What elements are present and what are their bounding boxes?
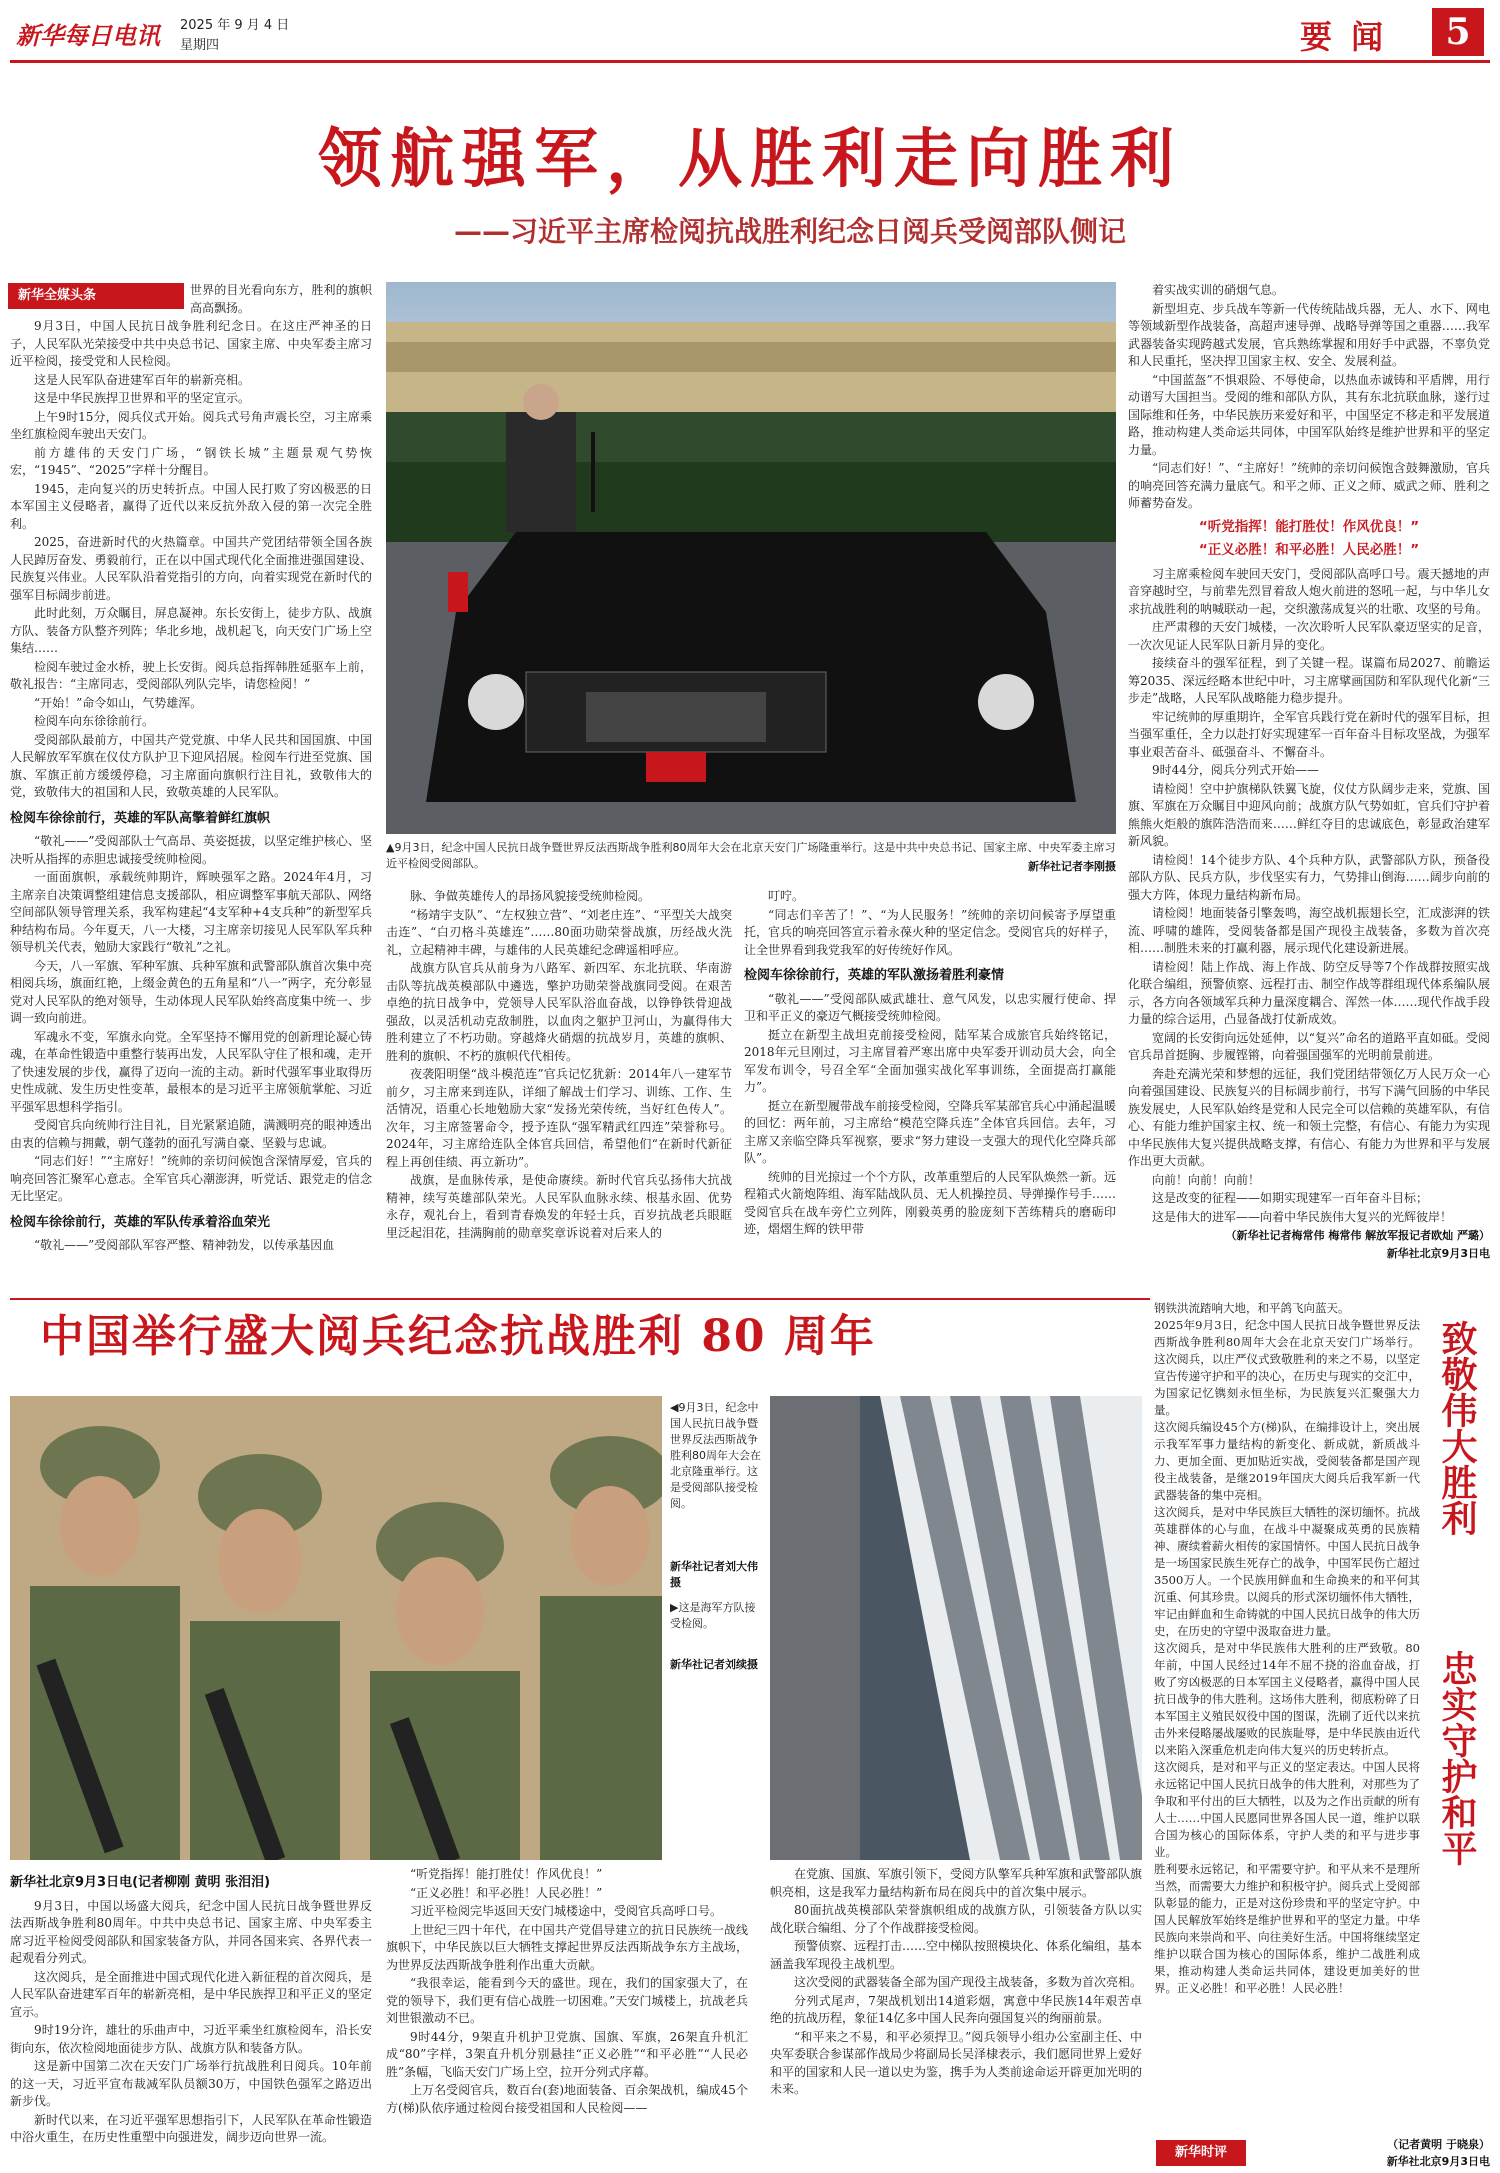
article1-subtitle: ——习近平主席检阅抗战胜利纪念日阅兵受阅部队侧记: [453, 215, 1126, 248]
paragraph: 9时44分，9架直升机护卫党旗、国旗、军旗，26架直升机汇成“80”字样，3架直升机分别悬挂“正义必胜”“和平必胜”“人民必胜”条幅，飞临天安门广场上空，拉开分列式序幕。: [386, 2029, 748, 2079]
paragraph: “敬礼——”受阅部队军容严整、精神勃发，以传承基因血: [34, 1238, 335, 1252]
paragraph: 叮咛。: [768, 889, 805, 903]
paragraph: 前方雄伟的天安门广场，“钢铁长城”主题景观气势恢宏，“1945”、“2025”字样十分醒目。: [10, 445, 372, 477]
paragraph: 今天，八一军旗、军种军旗、兵种军旗和武警部队旗首次集中亮相阅兵场，旗面红艳，上缀金黄色的五角星和“八一”两字，充分彰显党对人民军队的绝对领导，生动体现人民军队始终高度集中统一、步调一致向前进。: [10, 958, 372, 1025]
slogan-quote: “听党指挥！能打胜仗！作风优良！”: [1198, 518, 1420, 535]
badge-text: 新华全媒头条: [18, 288, 97, 303]
paragraph: 这次阅兵编设45个方(梯)队，在编排设计上，突出展示我军军事力量结构的新变化、新成就，新质战斗力、更加全面、更加贴近实战，受阅装备都是国产现役主战装备，是继2019年国庆大阅兵后我军新一代武器装备的集中亮相。: [1154, 1420, 1420, 1502]
paragraph: 一面面旗帜，承载统帅期许，辉映强军之路。2024年4月，习主席亲自决策调整组建信息支援部队，相应调整军事航天部队、网络空间部队领导管理关系，我军构建起“4支军种+4支兵种”的新型军兵种结构布局。今年夏天，八一大楼，习主席亲切接见人民军队军兵种领导机关代表，勉励大家践行“敬礼”之礼。: [10, 870, 372, 954]
commentary-badge-text: 新华时评: [1174, 2145, 1227, 2160]
paragraph: 统帅的目光掠过一个个方队，改革重塑后的人民军队焕然一新。远程箱式火箭炮阵组、海军陆战队员、无人机操控员、导弹操作号手……受阅官兵在战车旁伫立列阵，刚毅英勇的脸庞刻下苦练精兵的磨砺印迹，熠熠生辉的铁甲带: [744, 1169, 1116, 1236]
main-photo: [386, 282, 1116, 834]
article3-body: [1154, 1300, 1420, 2136]
paragraph: 宽阔的长安街向远处延伸，以“复兴”命名的道路平直如砥。受阅官兵昂首挺胸、步履铿锵，向着强国强军的光明前景前进。: [1128, 1030, 1490, 1062]
paragraph: 这是中华民族捍卫世界和平的坚定宣示。: [34, 391, 251, 405]
paragraph: 9时44分，阅兵分列式开始——: [1152, 763, 1319, 777]
paragraph: 9月3日，中国人民抗日战争胜利纪念日。在这庄严神圣的日子，人民军队光荣接受中共中央总书记、国家主席、中央军委主席习近平检阅，接受党和人民检阅。: [10, 319, 372, 368]
paragraph: 受阅官兵向统帅行注目礼，目光紧紧追随，满溅明亮的眼神透出由衷的信赖与拥戴，朝气蓬勃的面孔写满自豪、坚毅与忠诚。: [10, 1118, 372, 1150]
paragraph: “敬礼——”受阅部队威武雄壮、意气风发，以忠实履行使命、捍卫和平正义的豪迈气概接受统帅检阅。: [744, 991, 1116, 1023]
paragraph: 检阅车驶过金水桥，驶上长安街。阅兵总指挥韩胜延驱车上前，敬礼报告：“主席同志，受阅部队列队完毕，请您检阅！”: [10, 659, 372, 691]
article2-col3-body: [770, 1866, 1142, 2099]
paragraph: 请检阅！地面装备引擎轰鸣，海空战机振翅长空，汇成澎湃的铁流、呼啸的雄阵，受阅装备都是国产现役主战装备，多数为首次亮相……制胜未来的打赢利器，展示现代化建设新进展。: [1128, 906, 1490, 955]
main-photo-caption: ▲9月3日，纪念中国人民抗日战争暨世界反法西斯战争胜利80周年大会在北京天安门广场隆重举行。这是中共中央总书记、国家主席、中央军委主席习近平检阅受阅部队。: [386, 841, 1116, 870]
section-heading: 检阅车徐徐前行，英雄的军队高擎着鲜红旗帜: [10, 810, 271, 826]
masthead-weekday: 星期四: [180, 38, 220, 53]
paragraph: 庄严肃穆的天安门城楼，一次次聆听人民军队豪迈坚实的足音，一次次见证人民军队日新月异的变化。: [1128, 620, 1490, 652]
paragraph: 上世纪三四十年代，在中国共产党倡导建立的抗日民族统一战线旗帜下，中华民族以巨大牺牲支撑起世界反法西斯战争东方主战场，为世界反法西斯战争胜利作出重大贡献。: [386, 1922, 748, 1972]
masthead-logo: 新华每日电讯: [16, 21, 160, 50]
masthead-rule: [10, 60, 1490, 63]
paragraph: 世界的目光看向东方，胜利的旗帜高高飘扬。: [190, 283, 372, 315]
paragraph: 奔赴充满光荣和梦想的远征，我们党团结带领亿万人民万众一心向着强国建设、民族复兴的目标阔步前行，书写下满气回肠的中华民族发展史，人民军队始终是党和人民完全可以信赖的英雄军队，有信心、有能力维护国家主权、统一和领土完整，有信心、有能力为实现中华民族伟大复兴提供战略支撑，有信心、有能力为世界和平与发展作出更大贡献。: [1128, 1066, 1490, 1168]
article2-title: 中国举行盛大阅兵纪念抗战胜利 80 周年: [40, 1311, 876, 1362]
article1-col2: [386, 888, 732, 1292]
article3-dateline: 新华社北京9月3日电: [1386, 2155, 1490, 2168]
paragraph: 1945，走向复兴的历史转折点。中国人民打败了穷凶极恶的日本军国主义侵略者，赢得了近代以来反抗外敌入侵的第一次完全胜利。: [10, 481, 372, 531]
paragraph: 新型坦克、步兵战车等新一代传统陆战兵器，无人、水下、网电等领域新型作战装备，高超声速导弹、战略导弹等国之重器……我军武器装备实现跨越式发展，官兵熟练掌握和用好手中武器，不辜负党和人民重托，坚决捍卫国家主权、安全、发展利益。: [1128, 301, 1490, 368]
paragraph: 请检阅！陆上作战、海上作战、防空反导等7个作战群按照实战化联合编组，预警侦察、远程打击、制空作战等群组现代体系编队展示，各方向各领域军兵种力量深度耦合、浑然一体……现代作战手段力量的综合运用，凸显备战打仗新成效。: [1128, 959, 1490, 1026]
paragraph: “敬礼——”受阅部队士气高昂、英姿挺拔，以坚定维护核心、坚决听从指挥的赤胆忠诚接受统帅检阅。: [10, 834, 372, 866]
article2-dateline: 新华社北京9月3日电(记者柳刚 黄明 张泪泪): [10, 1875, 271, 1890]
paragraph: “正义必胜！和平必胜！人民必胜！”: [410, 1885, 603, 1900]
paragraph: “同志们辛苦了！”、“为人民服务！”统帅的亲切问候寄予厚望重托，官兵的响亮回答宣示着永葆火种的坚定信念。受阅官兵的好样子，让全世界看到我党我军的好传统好作风。: [744, 907, 1116, 957]
paragraph: 受阅部队最前方，中国共产党党旗、中华人民共和国国旗、中国人民解放军军旗在仪仗方队护卫下迎风招展。检阅车行进至党旗、国旗、军旗正前方缓缓停稳，习主席面向旗帜行注目礼，致敬伟大的党，致敬伟大的祖国和人民，致敬英雄的人民军队。: [10, 732, 372, 799]
article1-col4-body: [1128, 282, 1490, 1262]
soldiers-photo-caption: ◀9月3日，纪念中国人民抗日战争暨世界反法西斯战争胜利80周年大会在北京隆重举行。这是受阅部队接受检阅。: [670, 1401, 761, 1510]
paragraph: “我很幸运，能看到今天的盛世。现在，我们的国家强大了，在党的领导下，我们更有信心战胜一切困难。”天安门城楼上，抗战老兵刘世银激动不已。: [386, 1976, 748, 2025]
paragraph: “开始！”命令如山，气势雄浑。: [34, 695, 203, 710]
paragraph: 这次阅兵，是对和平与正义的坚定表达。中国人民将永远铭记中国人民抗日战争的伟大胜利，对那些为了争取和平付出的巨大牺牲，以及为之作出贡献的所有人士……中国人民愿同世界各国人民一道，维护以联合国为核心的国际体系，守护人类的和平与进步事业。: [1154, 1760, 1420, 1859]
paragraph: 9时19分许，雄壮的乐曲声中，习近平乘坐红旗检阅车，沿长安街向东，依次检阅地面徒步方队、战旗方队和装备方队。: [10, 2023, 372, 2055]
paragraph: 牢记统帅的厚重期许，全军官兵践行党在新时代的强军目标，担当强军重任，全力以赴打好实现建军一百年奋斗目标攻坚战，为强军事业艰苦奋斗、砥强奋斗、不懈奋斗。: [1128, 709, 1490, 759]
main-photo-credit: 新华社记者李刚摄: [1028, 860, 1116, 873]
article1-byline: （新华社记者梅常伟 梅常伟 解放军报记者欧灿 严璐）: [1225, 1229, 1490, 1242]
article1-dateline: 新华社北京9月3日电: [1386, 1246, 1490, 1260]
masthead-date: 2025 年 9 月 4 日: [180, 18, 290, 33]
paragraph: 在党旗、国旗、军旗引领下，受阅方队擎军兵种军旗和武警部队旗帜亮相，这是我军力量结构新布局在阅兵中的首次集中展示。: [770, 1867, 1142, 1899]
article2-col3: [770, 1866, 1142, 2166]
paragraph: 请检阅！空中护旗梯队铁翼飞旋，仪仗方队阔步走来，党旗、国旗、军旗在万众瞩目中迎风向前；战旗方队气势如虹，官兵们守护着熊熊火炬般的旗阵浩浩而来……鲜红夺目的忠诚底色，彰显政治建军新风貌。: [1128, 781, 1490, 848]
masthead: [0, 0, 1500, 64]
paragraph: 着实战实训的硝烟气息。: [1152, 283, 1285, 297]
paragraph: 脉、争做英雄传人的昂扬风貌接受统帅检阅。: [410, 889, 651, 903]
paragraph: 这次阅兵，是对中华民族伟大胜利的庄严致敬。80年前，中国人民经过14年不屈不挠的浴血奋战，打败了穷凶极恶的日本军国主义侵略者，赢得中国人民抗日战争的伟大胜利。这场伟大胜利，彻底粉碎了日本军国主义殖民奴役中国的图谋，洗刷了近代以来抗击外来侵略屡战屡败的民族耻辱，是中华民族由近代以来陷入深重危机走向伟大复兴的历史转折点。: [1154, 1641, 1420, 1757]
paragraph: 这是改变的征程——如期实现建军一百年奋斗目标；: [1152, 1191, 1429, 1205]
paragraph: 接续奋斗的强军征程，到了关键一程。谋篇布局2027、前瞻运筹2035、深远经略本世纪中叶，习主席擘画国防和军队现代化新“三步走”战略，人民军队战略能力稳步提升。: [1128, 656, 1490, 705]
article1-col1: [10, 282, 372, 1282]
paragraph: 分列式尾声，7架战机划出14道彩烟，寓意中华民族14年艰苦卓绝的抗战历程，象征14亿多中国人民奔向强国复兴的绚丽前景。: [770, 1993, 1142, 2025]
section-label: 要 闻: [1300, 18, 1388, 56]
xinhua-commentary-badge: [1156, 2140, 1246, 2166]
paragraph: 挺立在新型主战坦克前接受检阅，陆军某合成旅官兵始终铭记，2018年元旦刚过，习主席冒着严寒出席中央军委开训动员大会，向全军发布训令，号召全军“全面加强实战化军事训练，全面提高打赢能力”。: [744, 1027, 1116, 1094]
article1-col1-body: [10, 282, 372, 1255]
article2-col1: [10, 1866, 372, 2166]
paragraph: 上万名受阅官兵，数百台(套)地面装备、百余架战机，编成45个方(梯)队依序通过检阅台接受祖国和人民检阅——: [386, 2083, 748, 2115]
paragraph: 这次阅兵，是全面推进中国式现代化进入新征程的首次阅兵，是人民军队奋进建军百年的崭新亮相，是中华民族捍卫和平正义的坚定宣示。: [10, 1969, 372, 2019]
paragraph: “杨靖宇支队”、“左权独立营”、“刘老庄连”、“平型关大战突击连”、“白刃格斗英雄连”……80面功勋荣誉战旗，历经战火洗礼，立起精神丰碑，与雄伟的人民英雄纪念碑遥相呼应。: [386, 907, 732, 957]
navy-photo-caption: ▶这是海军方队接受检阅。: [670, 1601, 756, 1630]
navy-photo: [770, 1396, 1142, 1860]
paragraph: 这是伟大的进军——向着中华民族伟大复兴的光辉彼岸！: [1152, 1209, 1453, 1224]
article3-title-a: 致敬伟大胜利: [1436, 1320, 1478, 1536]
navy-photo-image: [770, 1396, 1142, 1860]
navy-photo-credit: 新华社记者刘续摄: [670, 1658, 758, 1671]
soldiers-photo-image: [10, 1396, 662, 1860]
paragraph: 预警侦察、远程打击……空中梯队按照模块化、体系化编组，基本涵盖我军现役主战机型。: [770, 1939, 1142, 1971]
section-heading: 检阅车徐徐前行，英雄的军队激扬着胜利豪情: [744, 968, 1005, 983]
paragraph: 检阅车向东徐徐前行。: [34, 714, 155, 728]
paragraph: 战旗方队官兵从前身为八路军、新四军、东北抗联、华南游击队等抗战英模部队中遴选，擎护功勋荣誉战旗同受阅。在艰苦卓绝的抗日战争中，党领导人民军队浴血奋战，以铮铮铁骨迎战强敌，以灵活机动克敌制胜，以血肉之躯护卫河山，为赢得伟大胜利建立了不朽功勋。穿越烽火硝烟的抗战岁月，英雄的旗帜、胜利的旗帜、不朽的旗帜代代相传。: [386, 961, 732, 1063]
section-heading: 检阅车徐徐前行，英雄的军队传承着浴血荣光: [10, 1214, 271, 1230]
paragraph: 钢铁洪流踏响大地，和平鸽飞向蓝天。: [1154, 1301, 1350, 1315]
article2-col2-body: [386, 1866, 748, 2117]
paragraph: 此时此刻，万众瞩目，屏息凝神。东长安街上，徒步方队、战旗方队、装备方队整齐列阵；华北乡地，战机起飞，向天安门广场上空集结……: [10, 606, 372, 655]
article2-col1-body: [10, 1874, 372, 2147]
paragraph: 军魂永不变，军旗永向党。全军坚持不懈用党的创新理论凝心铸魂，在革命性锻造中重整行装再出发，人民军队守住了根和魂，走开了快速发展的步伐，赢得了迈向一流的主动。新时代强军事业取得历史性成就、发生历史性变革，最根本的是习近平主席领航掌舵、习近平强军思想科学指引。: [10, 1029, 372, 1114]
paragraph: 习主席乘检阅车驶回天安门，受阅部队高呼口号。震天撼地的声音穿越时空，与前辈先烈冒着敌人炮火前进的怒吼一起，与中华儿女求抗战胜利的呐喊联动一起，交织激荡成复兴的壮歌、攻坚的号角。: [1128, 566, 1490, 616]
paragraph: 战旗，是血脉传承，是使命赓续。新时代官兵弘扬伟大抗战精神，续写英雄部队荣光。人民军队血脉永续、根基永固、优势永存，观礼台上，看到青春焕发的年轻士兵，百岁抗战老兵眼眶里泛起泪花，挂满胸前的勋章奖章诉说着对后来人的: [386, 1173, 732, 1240]
article1-col2-body: [386, 888, 732, 1242]
slogan-quote: “正义必胜！和平必胜！人民必胜！”: [1198, 542, 1420, 558]
paragraph: 习近平检阅完毕返回天安门城楼途中，受阅官兵高呼口号。: [410, 1904, 723, 1918]
soldiers-photo-credit: 新华社记者刘大伟摄: [670, 1560, 758, 1589]
article3-paragraphs: [1154, 1300, 1420, 1997]
article1-col3: [744, 888, 1116, 1292]
paragraph: 80面抗战英模部队荣誉旗帜组成的战旗方队，引领装备方队以实战化联合编组、分了个作战群接受检阅。: [770, 1903, 1142, 1935]
article2-col2: [386, 1866, 748, 2166]
paragraph: 挺立在新型履带战车前接受检阅，空降兵军某部官兵心中涌起温暖的回忆：两年前，习主席给“模范空降兵连”全体官兵回信。去年，习主席又亲临空降兵军视察，要求“努力建设一支强大的现代化空降兵部队”。: [744, 1098, 1116, 1165]
lead-wrap: [10, 282, 372, 317]
paragraph: “和平来之不易，和平必须捍卫。”阅兵领导小组办公室副主任、中央军委联合参谋部作战局少将副局长吴泽棣表示，我们愿同世界上爱好和平的国家和人民一道以史为鉴，携手为人类前途命运开辟更加光明的未来。: [770, 2029, 1142, 2096]
paragraph: 夜袭阳明堡“战斗模范连”官兵记忆犹新：2014年八一建军节前夕，习主席来到连队，详细了解战士们学习、训练、工作、生活情况，语重心长地勉励大家“发扬光荣传统，当好红色传人”。次年，习主席签署命令，授予连队“强军精武红四连”荣誉称号。2024年，习主席给连队全体官兵回信，希望他们“在新时代新征程上再创佳绩、再立新功”。: [386, 1067, 732, 1169]
article1-col3-body: [744, 888, 1116, 1239]
paragraph: “同志们好！”“主席好！”统帅的亲切问候饱含深情厚爱，官兵的响亮回答汇聚军心意志。全军官兵心潮澎湃，听党话、跟党走的信念无比坚定。: [10, 1154, 372, 1203]
paragraph: 2025，奋进新时代的火热篇章。中国共产党团结带领全国各族人民踔厉奋发、勇毅前行，正在以中国式现代化全面推进强国建设、民族复兴伟业。人民军队沿着党指引的方向，向着实现党在新时代的强军目标阔步前进。: [10, 535, 372, 602]
paragraph: 这次阅兵，是对中华民族巨大牺牲的深切缅怀。抗战英雄群体的心与血，在战斗中凝聚成英勇的民族精神、赓续着薪火相传的家国情怀。中国人民抗日战争是一场国家民族生死存亡的战争，中国军民伤亡超过3500万人。一个民族用鲜血和生命换来的和平何其沉重、何其珍贵。以阅兵的形式深切缅怀伟大牺牲，牢记由鲜血和生命铸就的中国人民抗日战争的伟大历史，在历史的守望中汲取奋进力量。: [1154, 1505, 1420, 1638]
paragraph: 胜利要永远铭记，和平需要守护。和平从来不是理所当然，而需要大力维护和积极守护。阅兵式上受阅部队彰显的能力，正是对这份珍贵和平的坚定守护。中国人民解放军始终是维护世界和平的坚定力量。中华民族向来崇尚和平、向往美好生活。中国将继续坚定维护以联合国为核心的国际体系，维护二战胜利成果，推动构建人类命运共同体，建设更加美好的世界。正义必胜！和平必胜！人民必胜！: [1154, 1862, 1420, 1995]
paragraph: 上午9时15分，阅兵仪式开始。阅兵式号角声震长空，习主席乘坐红旗检阅车驶出天安门。: [10, 409, 372, 441]
paragraph: 新时代以来，在习近平强军思想指引下，人民军队在革命性锻造中浴火重生，在历史性重塑中向强进发，阔步迈向世界一流。: [10, 2112, 372, 2144]
paragraph: 这是新中国第二次在天安门广场举行抗战胜利日阅兵。10年前的这一天，习近平宣布裁减军队员额30万，中国铁色强军之路迈出新步伐。: [10, 2059, 372, 2108]
article1-title: 领航强军，从胜利走向胜利: [318, 122, 1182, 197]
paragraph: 9月3日，中国以场盛大阅兵，纪念中国人民抗日战争暨世界反法西斯战争胜利80周年。中共中央总书记、国家主席、中央军委主席习近平检阅受阅部队和国家装备方队，并同各国来宾、各界代表一起观看分列式。: [10, 1898, 372, 1965]
page-number: 5: [1445, 11, 1471, 53]
article1-col4: [1128, 282, 1490, 1294]
soldiers-photo: [10, 1396, 662, 1860]
paragraph: 2025年9月3日，纪念中国人民抗日战争暨世界反法西斯战争胜利80周年大会在北京天安门广场举行。这次阅兵，以庄严仪式致敬胜利的来之不易，以坚定宣告传递守护和平的决心，在历史与现实的交汇中，为国家记忆镌刻永恒坐标，为民族复兴汇聚强大力量。: [1154, 1318, 1420, 1417]
paragraph: “听党指挥！能打胜仗！作风优良！”: [410, 1867, 603, 1881]
paragraph: 请检阅！14个徒步方队、4个兵种方队，武警部队方队，预备役部队方队、民兵方队，步伐坚实有力，气势排山倒海……阔步向前的强大方阵，体现力量结构新布局。: [1128, 852, 1490, 902]
article3-title-b: 忠实守护和平: [1436, 1650, 1478, 1866]
paragraph: “同志们好！”、“主席好！”统帅的亲切问候饱含鼓舞激励，官兵的响亮回答充满力量底气。和平之师、正义之师、威武之师、胜利之师蓄势奋发。: [1128, 461, 1490, 510]
paragraph: 这是人民军队奋进建军百年的崭新亮相。: [34, 372, 251, 387]
paragraph: 向前！向前！向前！: [1152, 1172, 1261, 1187]
article3-byline: （记者黄明 于晓泉）: [1387, 2138, 1490, 2151]
paragraph: “中国蓝盔”不惧艰险、不辱使命，以热血赤诚铸和平盾牌，用行动谱写大国担当。受阅的维和部队方队，其有东北抗联血脉，遂行过国际维和任务，中华民族历来爱好和平，中国坚定不移走和平发展道路，推动构建人类命运共同体，中国军队始终是维护世界和平的坚定力量。: [1128, 372, 1490, 457]
main-photo-image: [386, 282, 1116, 834]
paragraph: 这次受阅的武器装备全部为国产现役主战装备，多数为首次亮相。: [794, 1975, 1142, 1989]
